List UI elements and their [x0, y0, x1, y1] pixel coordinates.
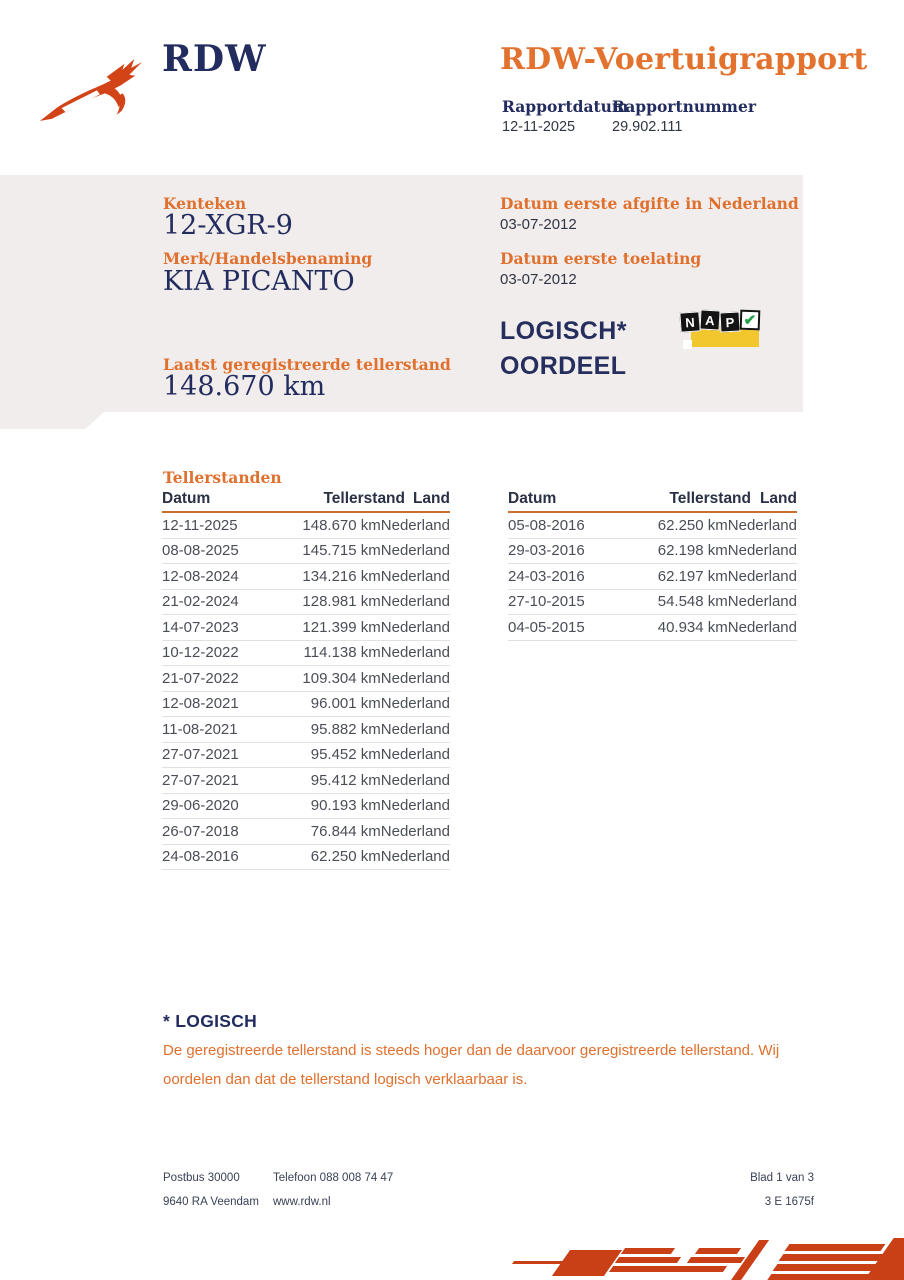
meter-table-right-header: [508, 487, 797, 513]
row-date: 08-08-2025: [162, 542, 239, 560]
row-country: Nederland: [380, 644, 450, 662]
row-country: Nederland: [380, 822, 450, 840]
row-odometer: 62.198 km: [657, 542, 728, 560]
row-country: Nederland: [727, 593, 797, 611]
table-row: [162, 819, 450, 845]
col-header-tellerstand: Tellerstand: [669, 490, 751, 507]
kenteken-value: 12-XGR-9: [163, 210, 293, 241]
laatste-tellerstand-value: 148.670 km: [163, 371, 326, 402]
table-row: [508, 564, 797, 590]
row-odometer: 95.412 km: [310, 771, 381, 789]
row-country: Nederland: [380, 669, 450, 687]
table-row: [508, 539, 797, 565]
col-header-datum: Datum: [162, 490, 211, 507]
table-row: [162, 641, 450, 667]
footer-doc-code: 3 E 1675f: [764, 1196, 814, 1208]
table-row: [162, 692, 450, 718]
row-date: 05-08-2016: [508, 516, 585, 534]
row-date: 29-03-2016: [508, 542, 585, 560]
table-row: [162, 845, 450, 871]
row-country: Nederland: [380, 618, 450, 636]
row-country: Nederland: [727, 542, 797, 560]
nap-white-notch: [683, 340, 692, 349]
page-title: RDW-Voertuigrapport: [500, 42, 868, 77]
row-date: 11-08-2021: [162, 720, 238, 738]
row-date: 10-12-2022: [162, 644, 239, 662]
rdw-feather-logo-icon: [38, 50, 146, 124]
toelating-value: 03-07-2012: [500, 271, 577, 288]
nap-letter-n: N: [679, 311, 700, 332]
table-row: [162, 564, 450, 590]
table-row: [162, 513, 450, 539]
row-country: Nederland: [727, 567, 797, 585]
footnote-asterisk: *: [163, 1011, 171, 1031]
oordeel-line2: OORDEEL: [500, 352, 627, 380]
col-header-tellerstand: Tellerstand: [323, 490, 405, 507]
row-country: Nederland: [380, 797, 450, 815]
row-country: Nederland: [380, 567, 450, 585]
report-number-label: Rapportnummer: [612, 97, 756, 116]
row-date: 21-07-2022: [162, 669, 239, 687]
row-country: Nederland: [380, 695, 450, 713]
nap-checkmark-icon: ✔: [740, 310, 761, 331]
table-row: [162, 590, 450, 616]
nap-letter-a: A: [699, 309, 720, 330]
rdw-wordmark: RDW: [162, 38, 267, 80]
row-country: Nederland: [727, 516, 797, 534]
report-date-label: Rapportdatum: [502, 97, 629, 116]
tellerstanden-section-title: Tellerstanden: [163, 468, 282, 487]
row-odometer: 114.138 km: [303, 644, 381, 662]
row-country: Nederland: [380, 516, 450, 534]
row-odometer: 95.452 km: [310, 746, 381, 764]
row-date: 27-07-2021: [162, 746, 239, 764]
merk-label: Merk/Handelsbenaming: [163, 249, 373, 268]
kenteken-label: Kenteken: [163, 194, 247, 213]
row-date: 27-10-2015: [508, 593, 585, 611]
meter-table-left-header: [162, 487, 450, 513]
row-country: Nederland: [380, 746, 450, 764]
row-country: Nederland: [380, 542, 450, 560]
footer-address-line1: Postbus 30000: [163, 1172, 240, 1184]
row-country: Nederland: [380, 771, 450, 789]
row-date: 12-08-2024: [162, 567, 239, 585]
footnote-title: [163, 1011, 257, 1032]
row-odometer: 148.670 km: [302, 516, 381, 534]
row-date: 12-08-2021: [162, 695, 239, 713]
row-date: 26-07-2018: [162, 822, 239, 840]
nap-letter-p: P: [719, 311, 740, 332]
table-row: [162, 615, 450, 641]
row-date: 21-02-2024: [162, 593, 239, 611]
table-row: [162, 666, 450, 692]
footnote-title-text: LOGISCH: [175, 1011, 258, 1031]
oordeel-verdict: [500, 314, 627, 384]
row-date: 24-03-2016: [508, 567, 585, 585]
row-odometer: 121.399 km: [302, 618, 381, 636]
row-odometer: 96.001 km: [310, 695, 381, 713]
table-row: [508, 513, 797, 539]
row-odometer: 109.304 km: [302, 669, 381, 687]
row-odometer: 95.882 km: [310, 720, 381, 738]
merk-value: KIA PICANTO: [163, 266, 355, 297]
toelating-label: Datum eerste toelating: [500, 249, 702, 268]
table-row: [162, 717, 450, 743]
row-date: 27-07-2021: [162, 771, 239, 789]
row-date: 12-11-2025: [162, 516, 238, 534]
row-country: Nederland: [727, 618, 797, 636]
row-date: 29-06-2020: [162, 797, 239, 815]
table-row: [508, 615, 797, 641]
report-date-value: 12-11-2025: [502, 119, 576, 135]
col-header-datum: Datum: [508, 490, 557, 507]
row-odometer: 90.193 km: [310, 797, 381, 815]
row-odometer: 76.844 km: [310, 822, 381, 840]
row-country: Nederland: [380, 593, 450, 611]
footer-page-indicator: Blad 1 van 3: [750, 1172, 814, 1184]
row-odometer: 134.216 km: [302, 567, 381, 585]
row-odometer: 128.981 km: [302, 593, 381, 611]
row-country: Nederland: [380, 720, 450, 738]
row-odometer: 62.197 km: [657, 567, 728, 585]
afgifte-label: Datum eerste afgifte in Nederland: [500, 194, 799, 213]
col-header-land: Land: [759, 490, 797, 507]
summary-panel-notch: [0, 412, 104, 429]
nap-logo: [678, 309, 766, 357]
footer-address-line2: 9640 RA Veendam: [163, 1196, 259, 1208]
oordeel-line1: LOGISCH*: [500, 317, 627, 345]
afgifte-value: 03-07-2012: [500, 216, 577, 233]
meter-table-left: [162, 487, 450, 870]
row-odometer: 40.934 km: [657, 618, 728, 636]
meter-table-right-body: [508, 513, 797, 641]
speed-stripes-graphic-icon: [495, 1228, 904, 1280]
row-date: 24-08-2016: [162, 848, 239, 866]
table-row: [162, 539, 450, 565]
col-header-land: Land: [412, 490, 450, 507]
footer-phone: Telefoon 088 008 74 47: [273, 1172, 394, 1184]
row-odometer: 54.548 km: [657, 593, 728, 611]
row-date: 14-07-2023: [162, 618, 239, 636]
footer-website: www.rdw.nl: [273, 1196, 331, 1208]
report-number-value: 29.902.111: [612, 119, 683, 135]
meter-table-right: [508, 487, 797, 641]
row-odometer: 62.250 km: [310, 848, 381, 866]
row-date: 04-05-2015: [508, 618, 585, 636]
row-country: Nederland: [380, 848, 450, 866]
table-row: [162, 743, 450, 769]
footnote-text: De geregistreerde tellerstand is steeds hoger dan de daarvoor geregistreerde tellerstand. Wij oordelen dan dat de tellerstand logisch verklaarbaar is.: [163, 1042, 780, 1088]
table-row: [162, 794, 450, 820]
table-row: [508, 590, 797, 616]
laatste-tellerstand-label: Laatst geregistreerde tellerstand: [163, 355, 451, 374]
meter-table-left-body: [162, 513, 450, 870]
row-odometer: 145.715 km: [302, 542, 381, 560]
row-odometer: 62.250 km: [657, 516, 728, 534]
table-row: [162, 768, 450, 794]
